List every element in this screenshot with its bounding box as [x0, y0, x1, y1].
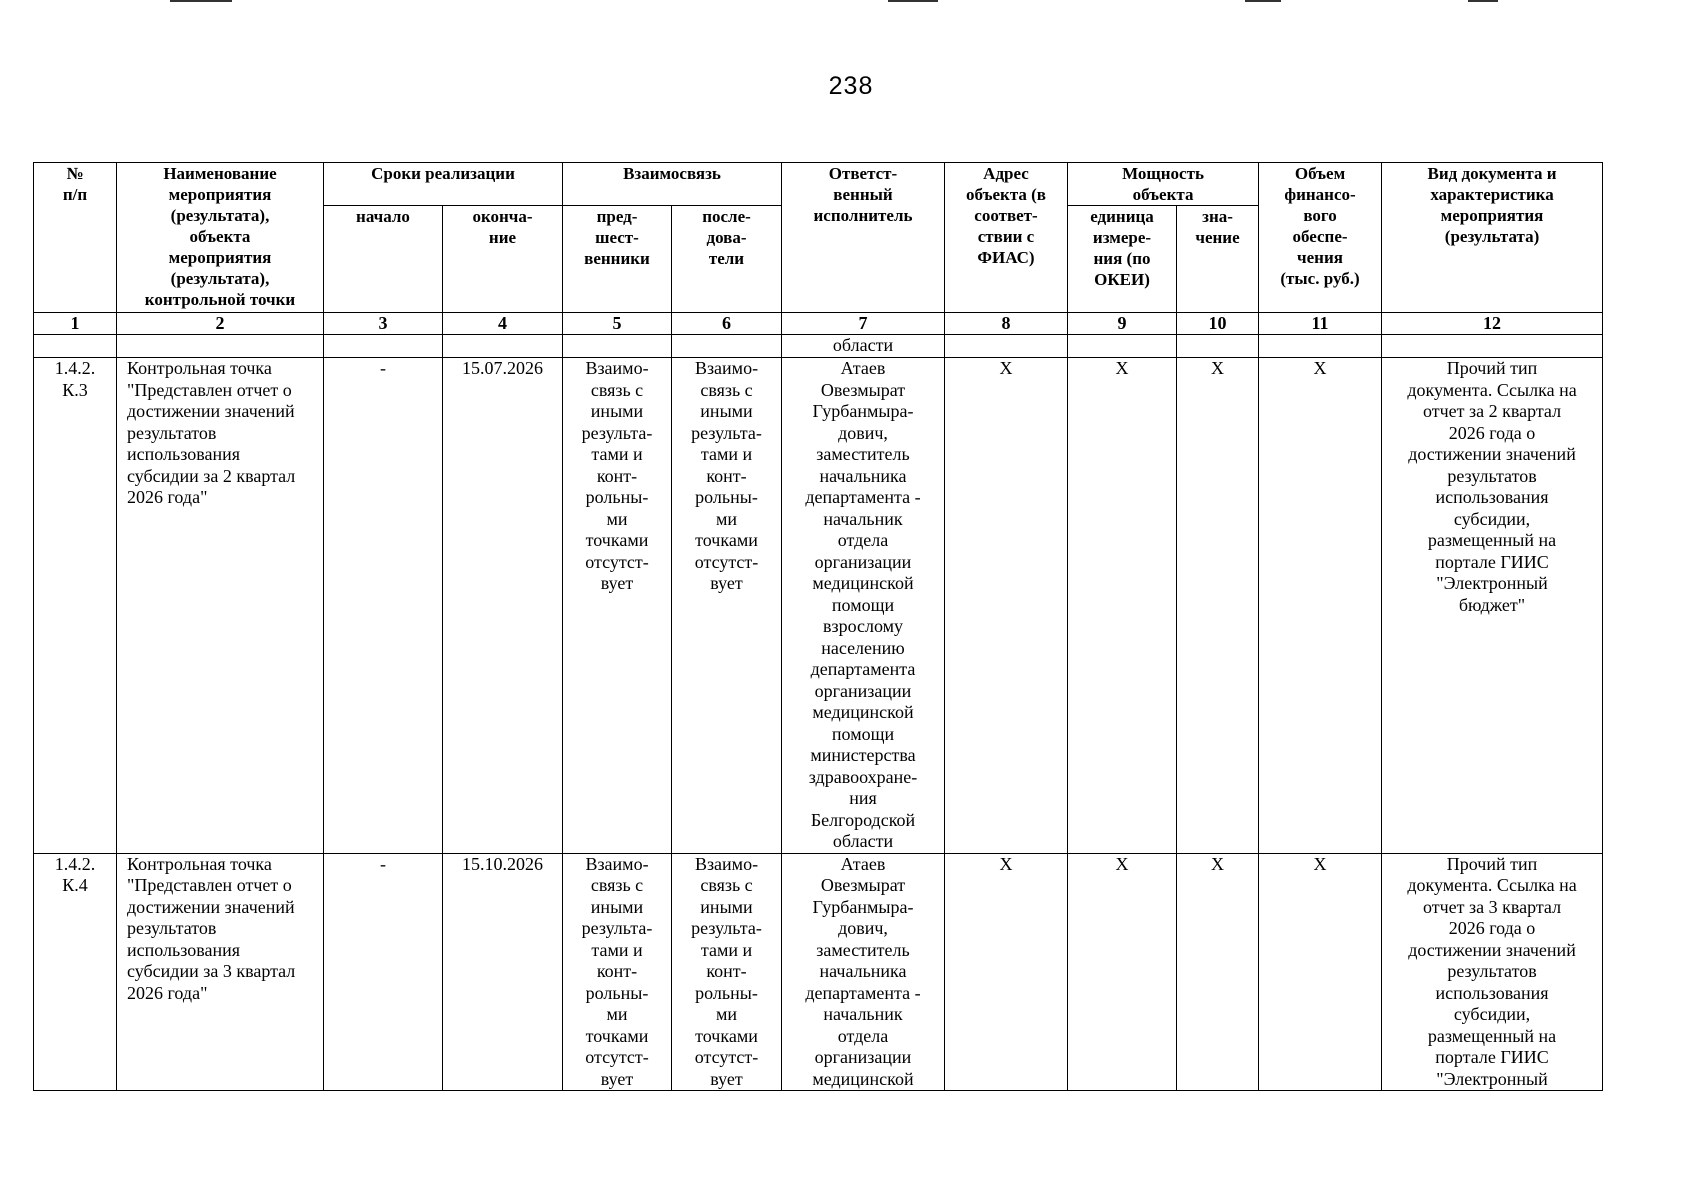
row-number: 1.4.2. К.4: [54, 853, 96, 895]
row-document: Прочий тип документа. Ссылка на отчет за 3 квартал 2026 года о достижении значений результатов использования субсидии, размещенный на портале ГИИС "Электронный: [1407, 853, 1577, 1089]
header-finance: Объем финансо- вого обеспе- чения (тыс. руб.): [1259, 163, 1382, 313]
row-responsible: Атаев Овезмырат Гурбанмыра- дович, заместитель начальника департамента - начальник отдела организации медицинской помощи взрослому населению департамента организации медицинской помощи министерства здравоохране- ния Белгородской области: [782, 358, 945, 854]
measures-table: [33, 162, 1603, 1091]
header-document: Вид документа и характеристика мероприятия (результата): [1382, 163, 1603, 313]
row-predecessors: Взаимо- связь с иными результа- тами и конт- рольны- ми точками отсутст- вует: [581, 853, 653, 1089]
header-name: Наименование мероприятия (результата), объекта мероприятия (результата), контрольной точки: [117, 163, 324, 313]
row-number: 1.4.2. К.3: [34, 358, 117, 854]
header-responsible: Ответст- венный исполнитель: [782, 163, 945, 313]
row-finance: Х: [1313, 853, 1327, 874]
header-num: № п/п: [34, 163, 117, 313]
header-successors: после- дова- тели: [672, 206, 782, 313]
column-number: 9: [1068, 313, 1177, 335]
row-end: 15.10.2026: [462, 853, 543, 874]
column-numbers-row: [34, 313, 1603, 335]
column-number: 1: [34, 313, 117, 335]
row-name: Контрольная точка "Представлен отчет о достижении значений результатов использования субсидии за 2 квартал 2026 года": [117, 358, 324, 854]
row-responsible: Атаев Овезмырат Гурбанмыра- дович, заместитель начальника департамента - начальник отдела организации медицинской: [805, 853, 921, 1089]
row-start: -: [324, 358, 443, 854]
continuation-row: [34, 335, 1603, 358]
header-capacity: Мощность объекта: [1068, 163, 1259, 206]
header-terms: Сроки реализации: [324, 163, 563, 206]
column-number: 11: [1259, 313, 1382, 335]
column-number: 7: [782, 313, 945, 335]
row-finance: Х: [1259, 358, 1382, 854]
header-start: начало: [324, 206, 443, 313]
header-value: зна- чение: [1177, 206, 1259, 313]
row-unit: Х: [1115, 853, 1129, 874]
header-row-1: [34, 163, 1603, 206]
column-number: 6: [672, 313, 782, 335]
table-row: [34, 358, 1603, 854]
header-end: оконча- ние: [443, 206, 563, 313]
row-address: Х: [999, 853, 1013, 874]
column-number: 12: [1382, 313, 1603, 335]
row-value: Х: [1177, 358, 1259, 854]
row-value: Х: [1211, 853, 1224, 874]
column-number: 4: [443, 313, 563, 335]
header-address: Адрес объекта (в соответ- ствии с ФИАС): [945, 163, 1068, 313]
row-start: -: [380, 853, 386, 874]
column-number: 3: [324, 313, 443, 335]
row-successors: Взаимо- связь с иными результа- тами и конт- рольны- ми точками отсутст- вует: [672, 358, 782, 854]
header-link: Взаимосвязь: [563, 163, 782, 206]
row-address: Х: [945, 358, 1068, 854]
column-number: 5: [563, 313, 672, 335]
continuation-text: области: [782, 335, 945, 358]
header-predecessors: пред- шест- венники: [563, 206, 672, 313]
column-number: 10: [1177, 313, 1259, 335]
page-number: 238: [828, 72, 874, 100]
row-end: 15.07.2026: [443, 358, 563, 854]
row-name: Контрольная точка "Представлен отчет о достижении значений результатов использования субсидии за 3 квартал 2026 года": [127, 853, 296, 1003]
row-predecessors: Взаимо- связь с иными результа- тами и конт- рольны- ми точками отсутст- вует: [563, 358, 672, 854]
header-unit: единица измере- ния (по ОКЕИ): [1068, 206, 1177, 313]
row-successors: Взаимо- связь с иными результа- тами и конт- рольны- ми точками отсутст- вует: [691, 853, 762, 1089]
row-document: Прочий тип документа. Ссылка на отчет за 2 квартал 2026 года о достижении значений результатов использования субсидии, размещенный на портале ГИИС "Электронный бюджет": [1382, 358, 1603, 854]
column-number: 2: [117, 313, 324, 335]
table-row: [34, 853, 1603, 1090]
row-unit: Х: [1068, 358, 1177, 854]
column-number: 8: [945, 313, 1068, 335]
